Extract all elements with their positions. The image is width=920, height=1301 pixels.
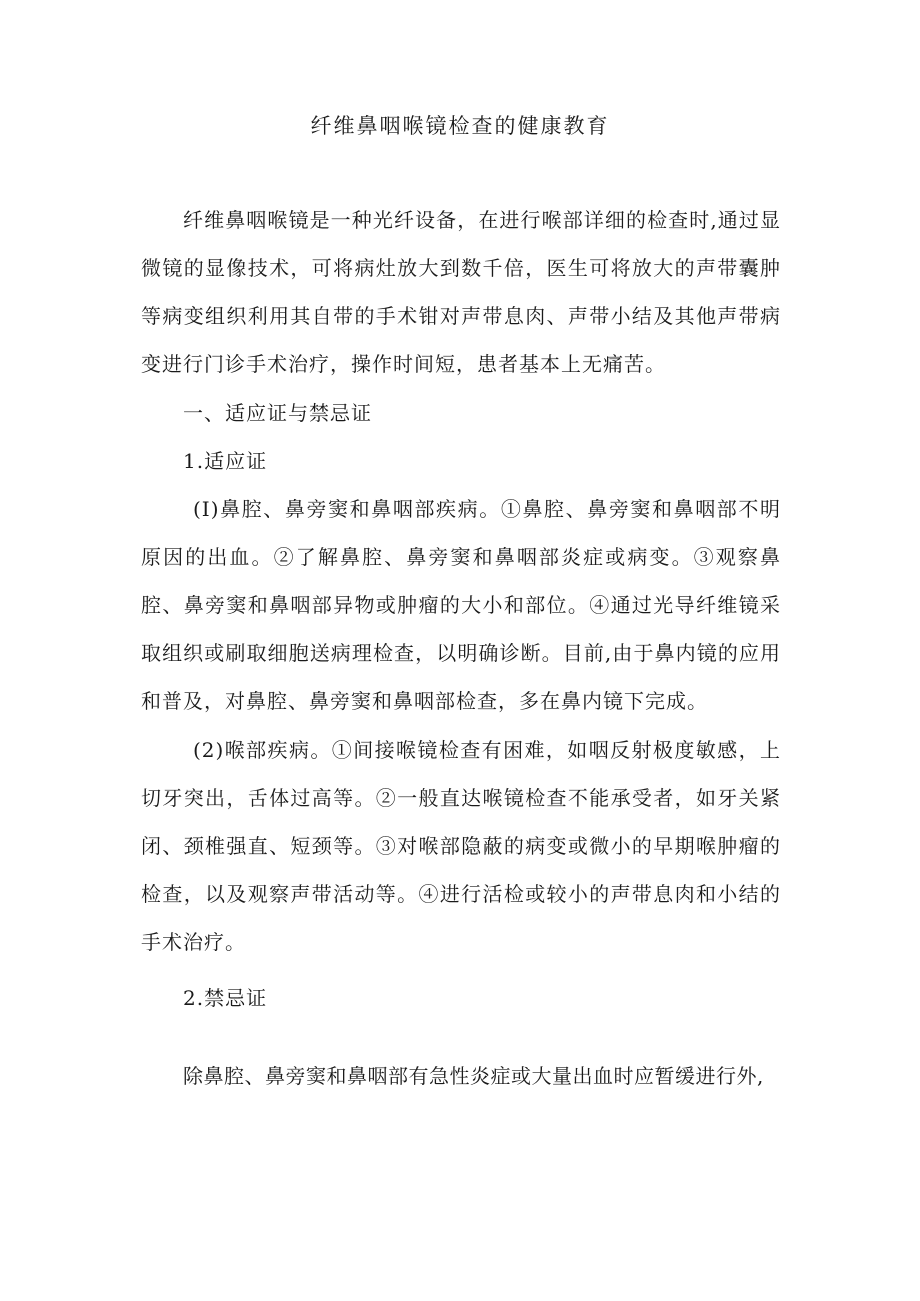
subheading-indications: 1.适应证 [183, 449, 268, 473]
indication-item-1: (I)鼻腔、鼻旁窦和鼻咽部疾病。①鼻腔、鼻旁窦和鼻咽部不明原因的出血。②了解鼻腔、鼻旁窦和鼻咽部炎症或病变。③观察鼻腔、鼻旁窦和鼻咽部异物或肿瘤的大小和部位。④通过光导纤维镜采取组织或刷取细胞送病理检查，以明确诊断。目前,由于鼻内镜的应用和普及，对鼻腔、鼻旁窦和鼻咽部检查，多在鼻内镜下完成。 [141, 497, 781, 713]
indication-item-2: (2)喉部疾病。①间接喉镜检查有困难，如咽反射极度敏感，上切牙突出，舌体过高等。②一般直达喉镜检查不能承受者，如牙关紧闭、颈椎强直、短颈等。③对喉部隐蔽的病变或微小的早期喉肿瘤的检查，以及观察声带活动等。④进行活检或较小的声带息肉和小结的手术治疗。 [141, 738, 781, 954]
contraindication-paragraph: 除鼻腔、鼻旁窦和鼻咽部有急性炎症或大量出血时应暂缓进行外, [183, 1064, 764, 1088]
section-heading-indications-contraindications: 一、适应证与禁忌证 [183, 401, 372, 425]
document-title: 纤维鼻咽喉镜检查的健康教育 [310, 114, 610, 138]
intro-paragraph: 纤维鼻咽喉镜是一种光纤设备，在进行喉部详细的检查时,通过显微镜的显像技术，可将病灶放大到数千倍，医生可将放大的声带囊肿等病变组织利用其自带的手术钳对声带息肉、声带小结及其他声带病变进行门诊手术治疗，操作时间短，患者基本上无痛苦。 [141, 208, 781, 376]
subheading-contraindications: 2.禁忌证 [183, 986, 268, 1010]
